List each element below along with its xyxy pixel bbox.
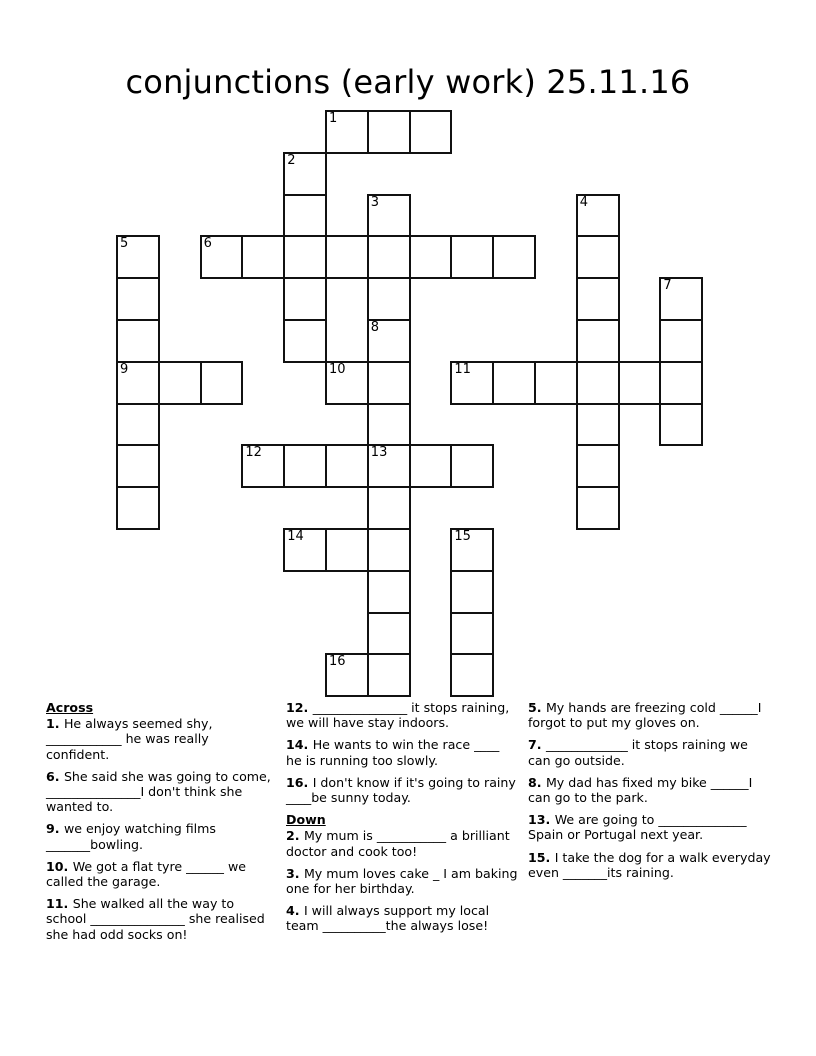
grid-cell[interactable]	[325, 361, 369, 405]
clue-text: My mum loves cake _ I am baking one for her birthday.	[286, 865, 518, 897]
clue-item	[286, 866, 518, 896]
grid-cell-number: 1	[329, 111, 338, 126]
clue-item	[286, 828, 518, 858]
grid-cell-number: 4	[579, 194, 589, 210]
grid-cell-number: 15	[454, 529, 471, 544]
grid-cell-number: 16	[329, 654, 346, 670]
grid-cell-number: 12	[245, 445, 262, 461]
clue-number: 15.	[528, 849, 555, 865]
clue-number: 10.	[46, 858, 73, 874]
grid-cell[interactable]	[367, 653, 411, 697]
clue-item	[528, 700, 774, 730]
grid-cell-number: 5	[120, 236, 129, 252]
clue-number: 14.	[286, 737, 313, 753]
clue-text: My dad has fixed my bike ______I can go to the park.	[528, 774, 753, 806]
grid-cell[interactable]	[450, 444, 494, 488]
clue-number: 4.	[286, 903, 304, 919]
grid-cell[interactable]	[283, 444, 327, 488]
grid-cell[interactable]	[116, 235, 160, 279]
grid-cell[interactable]	[618, 361, 662, 405]
grid-cell[interactable]	[367, 110, 411, 154]
clue-text: He wants to win the race ____ he is running too slowly.	[286, 737, 500, 768]
clue-item	[46, 859, 271, 889]
grid-cell[interactable]	[367, 403, 411, 447]
grid-cell[interactable]	[116, 319, 160, 363]
clue-number: 7.	[528, 737, 546, 753]
grid-cell[interactable]	[409, 110, 453, 154]
clue-item	[528, 850, 774, 880]
grid-cell-number: 8	[370, 320, 380, 335]
clue-item	[286, 737, 518, 767]
grid-cell[interactable]	[283, 319, 327, 363]
grid-cell[interactable]	[325, 653, 369, 697]
grid-cell[interactable]	[576, 486, 620, 530]
grid-cell[interactable]	[200, 235, 244, 279]
clue-item	[46, 716, 271, 762]
clue-text: _______________ it stops raining, we will have stay indoors.	[286, 700, 510, 731]
grid-cell[interactable]	[576, 194, 620, 238]
grid-cell[interactable]	[576, 444, 620, 488]
clue-text: She walked all the way to school _______________ she realised she had odd socks on!	[46, 896, 265, 942]
grid-cell[interactable]	[659, 361, 703, 405]
clue-number: 12.	[286, 700, 313, 715]
grid-cell[interactable]	[158, 361, 202, 405]
grid-cell[interactable]	[367, 528, 411, 572]
grid-cell-number: 2	[287, 152, 296, 168]
grid-cell[interactable]	[116, 444, 160, 488]
grid-cell[interactable]	[325, 528, 369, 572]
clue-item	[46, 821, 271, 851]
clue-text: I don't know if it's going to rainy ____be sunny today.	[286, 774, 516, 806]
grid-cell[interactable]	[367, 277, 411, 321]
page-title: conjunctions (early work) 25.11.16	[125, 63, 691, 102]
clue-column-1	[46, 700, 271, 949]
grid-cell-number: 14	[287, 529, 304, 544]
grid-cell[interactable]	[576, 277, 620, 321]
grid-cell[interactable]	[241, 235, 285, 279]
across-clue-list-part2	[286, 700, 518, 805]
grid-cell[interactable]	[450, 361, 494, 405]
clue-text: We are going to ______________ Spain or Portugal next year.	[528, 812, 747, 843]
grid-cell[interactable]	[283, 277, 327, 321]
grid-cell[interactable]	[325, 444, 369, 488]
clue-item	[528, 737, 774, 767]
grid-cell[interactable]	[576, 403, 620, 447]
grid-cell-number: 10	[329, 361, 346, 377]
grid-cell-number: 9	[120, 361, 129, 377]
clue-number: 8.	[528, 774, 546, 790]
grid-cell[interactable]	[367, 570, 411, 614]
grid-cell[interactable]	[283, 235, 327, 279]
clue-text: She said she was going to come, _______________I don't think she wanted to.	[46, 768, 271, 815]
down-clue-list-part1	[286, 828, 518, 933]
clue-text: He always seemed shy, ____________ he was really confident.	[46, 716, 213, 762]
clue-text: I will always support my local team __________the always lose!	[286, 903, 490, 934]
grid-cell[interactable]	[367, 194, 411, 238]
clue-number: 16.	[286, 774, 313, 790]
clue-item	[46, 769, 271, 815]
clue-item	[286, 903, 518, 933]
clue-item	[46, 896, 271, 942]
grid-cell[interactable]	[450, 528, 494, 572]
grid-cell[interactable]	[409, 235, 453, 279]
across-clue-list-part1	[46, 716, 271, 942]
grid-cell[interactable]	[659, 319, 703, 363]
grid-cell[interactable]	[576, 361, 620, 405]
grid-cell[interactable]	[367, 444, 411, 488]
grid-cell[interactable]	[450, 570, 494, 614]
clue-text: _____________ it stops raining we can go outside.	[528, 737, 748, 768]
clue-text: We got a flat tyre ______ we called the garage.	[46, 858, 246, 890]
grid-cell[interactable]	[367, 361, 411, 405]
clue-number: 5.	[528, 700, 546, 715]
grid-cell[interactable]	[450, 653, 494, 697]
grid-cell[interactable]	[116, 486, 160, 530]
grid-cell[interactable]	[241, 444, 285, 488]
clue-number: 9.	[46, 821, 64, 837]
grid-cell[interactable]	[450, 235, 494, 279]
grid-cell[interactable]	[492, 235, 536, 279]
grid-cell[interactable]	[534, 361, 578, 405]
clue-number: 2.	[286, 828, 304, 844]
grid-cell[interactable]	[283, 194, 327, 238]
grid-cell[interactable]	[659, 277, 703, 321]
grid-cell[interactable]	[200, 361, 244, 405]
clue-item	[528, 812, 774, 842]
grid-cell-number: 11	[454, 361, 471, 377]
clue-item	[528, 775, 774, 805]
clue-text: My mum is ___________ a brilliant doctor and cook too!	[286, 828, 510, 859]
clue-item	[286, 775, 518, 805]
grid-cell[interactable]	[659, 403, 703, 447]
clue-number: 11.	[46, 896, 73, 912]
grid-cell[interactable]	[409, 444, 453, 488]
grid-cell[interactable]	[283, 528, 327, 572]
clue-number: 6.	[46, 768, 64, 784]
clue-number: 1.	[46, 716, 64, 732]
grid-cell[interactable]	[116, 403, 160, 447]
clue-column-3	[528, 700, 774, 887]
grid-cell[interactable]	[450, 612, 494, 656]
grid-cell[interactable]	[367, 319, 411, 363]
down-heading: Down	[286, 812, 326, 828]
grid-cell-number: 6	[203, 236, 212, 252]
grid-cell[interactable]	[325, 235, 369, 279]
clues-container	[46, 700, 774, 950]
clue-number: 13.	[528, 812, 555, 828]
grid-cell[interactable]	[367, 486, 411, 530]
grid-cell[interactable]	[116, 361, 160, 405]
clue-item	[286, 700, 518, 730]
grid-cell-number: 13	[370, 445, 388, 461]
grid-cell[interactable]	[116, 277, 160, 321]
grid-cell[interactable]	[367, 235, 411, 279]
grid-cell[interactable]	[325, 110, 369, 154]
across-heading: Across	[46, 700, 94, 715]
grid-cell[interactable]	[576, 235, 620, 279]
clue-column-2	[286, 700, 518, 941]
clue-text: My hands are freezing cold ______I forgot to put my gloves on.	[528, 700, 762, 731]
grid-cell-number: 3	[370, 194, 380, 210]
clue-text: we enjoy watching films _______bowling.	[46, 821, 216, 852]
grid-cell[interactable]	[492, 361, 536, 405]
grid-cell[interactable]	[576, 319, 620, 363]
grid-cell[interactable]	[367, 612, 411, 656]
clue-number: 3.	[286, 865, 304, 881]
down-clue-list-part2	[528, 700, 774, 880]
grid-cell[interactable]	[283, 152, 327, 196]
grid-cell-number: 7	[663, 278, 672, 294]
clue-text: I take the dog for a walk everyday even _______its raining.	[528, 849, 771, 880]
